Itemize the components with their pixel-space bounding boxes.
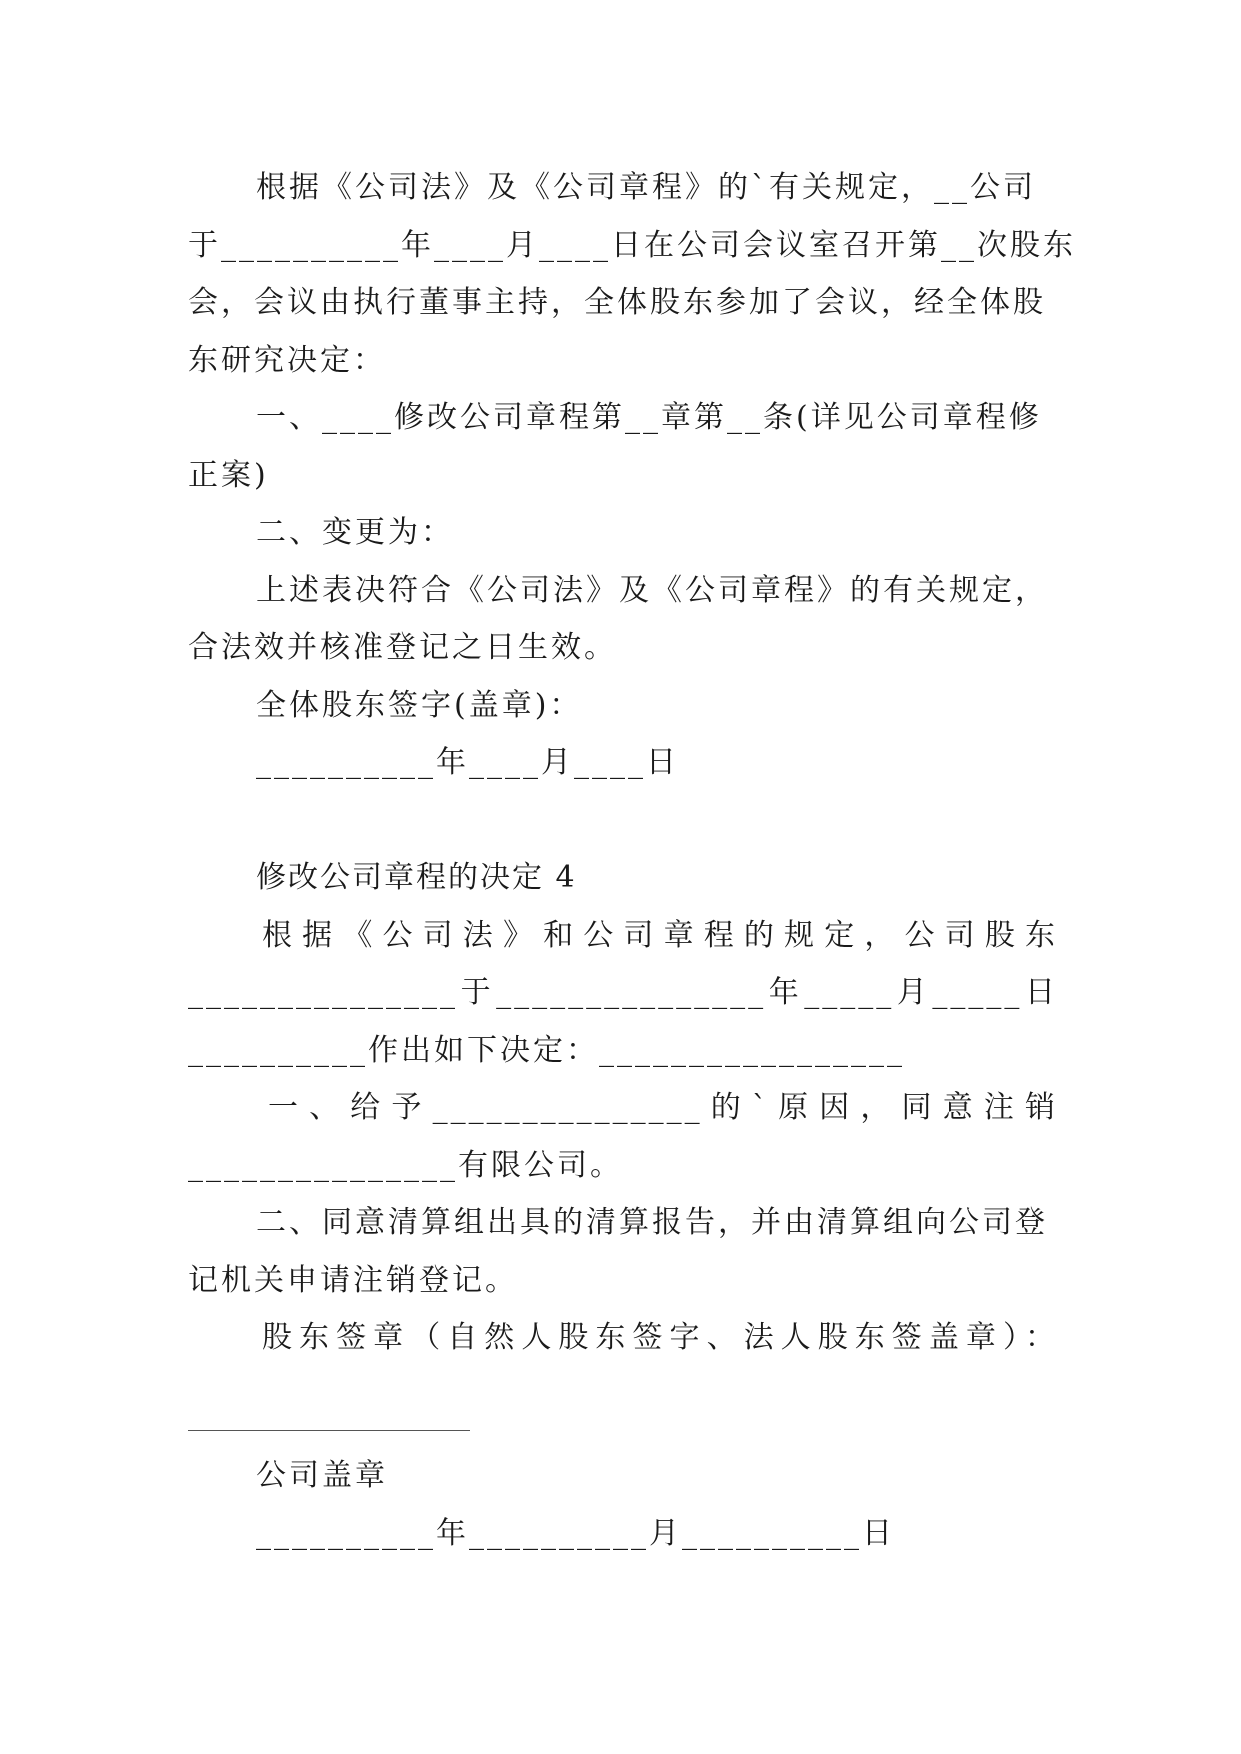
company-seal-label: 公司盖章	[256, 1458, 388, 1493]
paragraph-line: 一、____修改公司章程第__章第__条(详见公司章程修	[256, 400, 1042, 435]
paragraph-line: _______________于_______________年_____月_____日	[188, 975, 1058, 1010]
paragraph-line: 于__________年____月____日在公司会议室召开第__次股东	[188, 228, 1076, 263]
paragraph-line: 合法效并核准登记之日生效。	[188, 630, 617, 665]
paragraph-line: 根据《公司法》及《公司章程》的`有关规定，__公司	[256, 170, 1036, 205]
paragraph-line: __________作出如下决定：_________________	[188, 1033, 905, 1068]
paragraph-line: 根据《公司法》和公司章程的规定，公司股东	[262, 918, 1058, 953]
section-title: 修改公司章程的决定 4	[256, 860, 577, 895]
paragraph-line: _______________有限公司。	[188, 1148, 623, 1183]
paragraph-line: 二、变更为：	[256, 515, 454, 550]
date-line: __________年__________月__________日	[256, 1516, 895, 1551]
paragraph-line: 一、给予_______________的`原因，同意注销	[268, 1090, 1058, 1125]
paragraph-line: 上述表决符合《公司法》及《公司章程》的有关规定，	[256, 573, 1048, 608]
paragraph-line: 二、同意清算组出具的清算报告，并由清算组向公司登	[256, 1205, 1048, 1240]
paragraph-line: 会，会议由执行董事主持，全体股东参加了会议，经全体股	[188, 285, 1046, 320]
signature-blank-line	[188, 1430, 470, 1431]
date-line: __________年____月____日	[256, 745, 679, 780]
signature-label: 股东签章（自然人股东签字、法人股东签盖章）：	[262, 1320, 1058, 1355]
paragraph-line: 正案)	[188, 458, 269, 493]
signature-label: 全体股东签字(盖章)：	[256, 688, 583, 723]
paragraph-line: 记机关申请注销登记。	[188, 1263, 518, 1298]
paragraph-line: 东研究决定：	[188, 343, 386, 378]
